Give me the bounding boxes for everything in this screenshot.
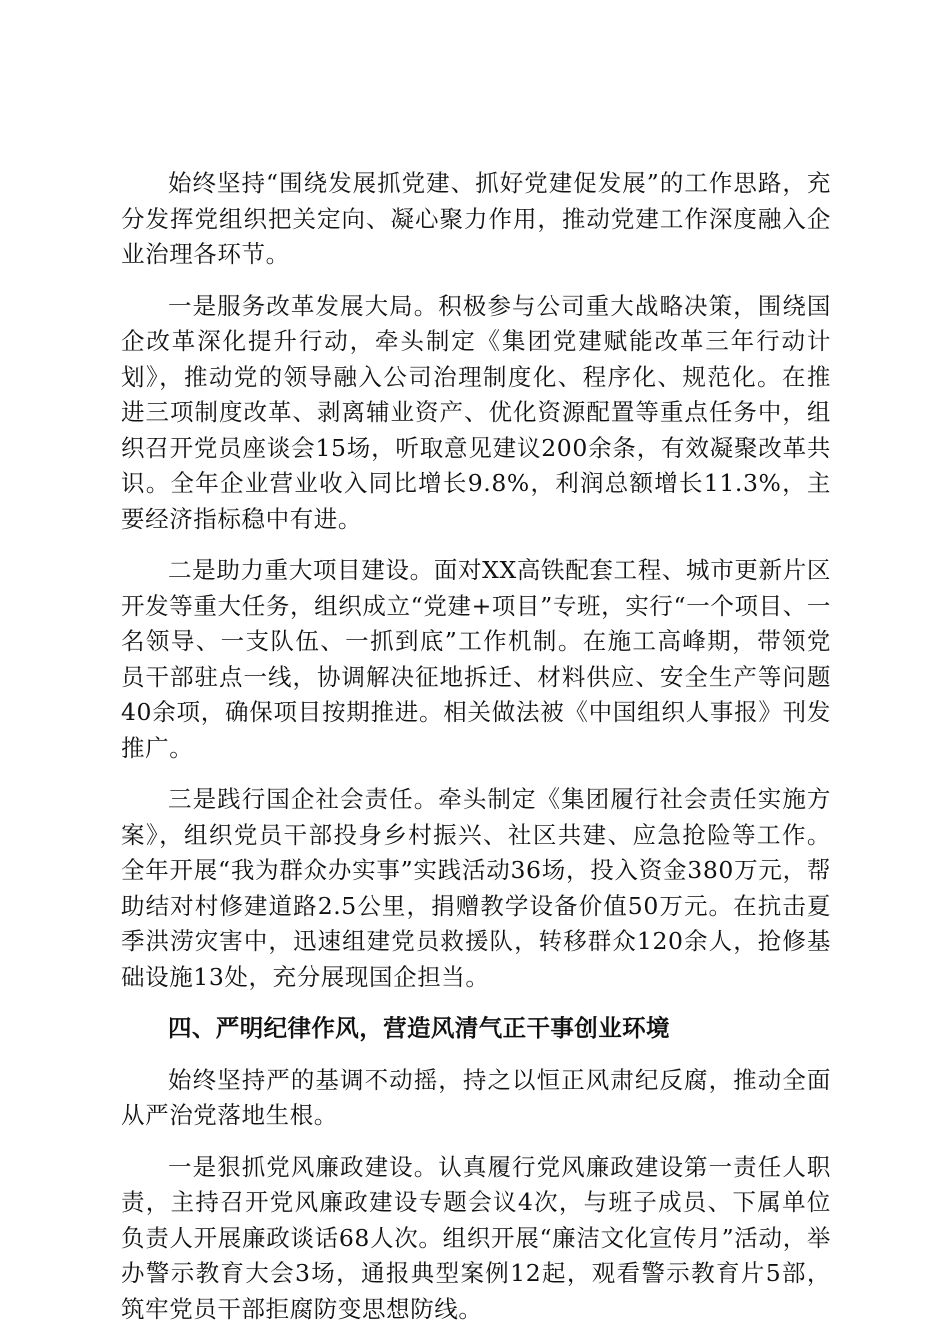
intro-paragraph: 始终坚持“围绕发展抓党建、抓好党建促发展”的工作思路，充分发挥党组织把关定向、凝心聚力作用，推动党建工作深度融入企业治理各环节。 bbox=[121, 169, 831, 268]
section-intro-paragraph: 始终坚持严的基调不动摇，持之以恒正风肃纪反腐，推动全面从严治党落地生根。 bbox=[121, 1065, 831, 1129]
paragraph-reform-development: 一是服务改革发展大局。积极参与公司重大战略决策，围绕国企改革深化提升行动，牵头制定《集团党建赋能改革三年行动计划》，推动党的领导融入公司治理制度化、程序化、规范化。在推进三项制度改革、剥离辅业资产、优化资源配置等重点任务中，组织召开党员座谈会15场，听取意见建议200余条，有效凝聚改革共识。全年企业营业收入同比增长9.8%，利润总额增长11.3%，主要经济指标稳中有进。 bbox=[121, 291, 831, 533]
paragraph-major-projects: 二是助力重大项目建设。面对XX高铁配套工程、城市更新片区开发等重大任务，组织成立“党建+项目”专班，实行“一个项目、一名领导、一支队伍、一抓到底”工作机制。在施工高峰期，带领党员干部驻点一线，协调解决征地拆迁、材料供应、安全生产等问题40余项，确保项目按期推进。相关做法被《中国组织人事报》刊发推广。 bbox=[121, 556, 831, 762]
document-body bbox=[121, 166, 831, 1343]
section-heading-discipline: 四、严明纪律作风，营造风清气正干事创业环境 bbox=[168, 1014, 670, 1042]
paragraph-social-responsibility: 三是践行国企社会责任。牵头制定《集团履行社会责任实施方案》，组织党员干部投身乡村振兴、社区共建、应急抢险等工作。全年开展“我为群众办实事”实践活动36场，投入资金380万元，帮助结对村修建道路2.5公里，捐赠教学设备价值50万元。在抗击夏季洪涝灾害中，迅速组建党员救援队，转移群众120余人，抢修基础设施13处，充分展现国企担当。 bbox=[121, 785, 831, 991]
paragraph-integrity-building: 一是狠抓党风廉政建设。认真履行党风廉政建设第一责任人职责，主持召开党风廉政建设专题会议4次，与班子成员、下属单位负责人开展廉政谈话68人次。组织开展“廉洁文化宣传月”活动，举办警示教育大会3场，通报典型案例12起，观看警示教育片5部，筑牢党员干部拒腐防变思想防线。 bbox=[121, 1152, 831, 1323]
